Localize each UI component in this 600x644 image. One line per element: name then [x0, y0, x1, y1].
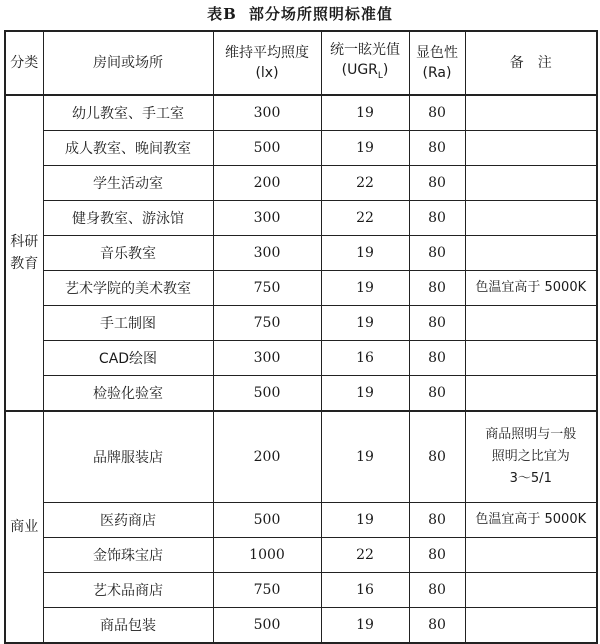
note-cell [465, 201, 597, 236]
ra-cell: 80 [409, 271, 465, 306]
room-cell: 成人教室、晚间教室 [43, 131, 213, 166]
lux-cell: 500 [213, 376, 321, 412]
header-row [5, 31, 597, 95]
header-ra-line2: (Ra) [422, 65, 452, 81]
ra-cell: 80 [409, 341, 465, 376]
table-label: 表B [207, 5, 237, 23]
room-cell: 艺术品商店 [43, 573, 213, 608]
ugr-cell: 19 [321, 608, 409, 644]
table-row [5, 376, 597, 412]
note-cell [465, 538, 597, 573]
lux-cell: 750 [213, 573, 321, 608]
header-ugr-sub: L [377, 70, 383, 81]
ra-cell: 80 [409, 131, 465, 166]
table-title-text: 部分场所照明标准值 [248, 5, 393, 23]
header-illuminance [213, 31, 321, 95]
lux-cell: 750 [213, 271, 321, 306]
ra-cell: 80 [409, 411, 465, 503]
table-row [5, 166, 597, 201]
note-cell [465, 411, 597, 503]
ra-cell: 80 [409, 166, 465, 201]
lux-cell: 300 [213, 201, 321, 236]
header-ugr [321, 31, 409, 95]
table-row [5, 236, 597, 271]
ra-cell: 80 [409, 608, 465, 644]
lux-cell: 1000 [213, 538, 321, 573]
ugr-cell: 19 [321, 306, 409, 341]
header-ra [409, 31, 465, 95]
lux-cell: 300 [213, 341, 321, 376]
lux-cell: 200 [213, 411, 321, 503]
header-ugr-prefix: (UGR [341, 62, 378, 79]
lux-cell: 500 [213, 608, 321, 644]
ugr-cell: 22 [321, 201, 409, 236]
ra-cell: 80 [409, 573, 465, 608]
ra-cell: 80 [409, 236, 465, 271]
header-illuminance-line1: 维持平均照度 [225, 45, 309, 61]
ra-cell: 80 [409, 201, 465, 236]
category-cell [5, 95, 43, 411]
lux-cell: 300 [213, 236, 321, 271]
category-line1: 科研 [10, 234, 39, 250]
room-cell: 学生活动室 [43, 166, 213, 201]
room-cell: 金饰珠宝店 [43, 538, 213, 573]
ugr-cell: 19 [321, 236, 409, 271]
ra-cell: 80 [409, 503, 465, 538]
table-row [5, 271, 597, 306]
note-cell: 色温宜高于 5000K [465, 271, 597, 306]
note-cell [465, 341, 597, 376]
header-ugr-suffix: ) [382, 62, 389, 79]
table-row [5, 306, 597, 341]
ra-cell: 80 [409, 376, 465, 412]
category-line2: 教育 [10, 256, 39, 272]
note-cell [465, 608, 597, 644]
ugr-cell: 19 [321, 271, 409, 306]
room-cell: 手工制图 [43, 306, 213, 341]
room-cell: 幼儿教室、手工室 [43, 95, 213, 131]
room-cell: 音乐教室 [43, 236, 213, 271]
ra-cell: 80 [409, 538, 465, 573]
table-row [5, 538, 597, 573]
note-cell [465, 306, 597, 341]
lux-cell: 500 [213, 131, 321, 166]
table-row [5, 503, 597, 538]
lux-cell: 200 [213, 166, 321, 201]
room-cell: 健身教室、游泳馆 [43, 201, 213, 236]
note-line1: 商品照明与一般 [485, 427, 577, 442]
room-cell: CAD绘图 [43, 341, 213, 376]
table-row [5, 95, 597, 131]
table-row [5, 341, 597, 376]
header-room: 房间或场所 [43, 31, 213, 95]
ugr-cell: 19 [321, 376, 409, 412]
ugr-cell: 22 [321, 538, 409, 573]
table-row [5, 411, 597, 503]
note-cell [465, 376, 597, 412]
note-cell [465, 131, 597, 166]
header-category: 分类 [5, 31, 43, 95]
lighting-standards-table [4, 30, 598, 644]
note-line3: 3～5/1 [509, 471, 552, 486]
note-cell [465, 166, 597, 201]
room-cell: 艺术学院的美术教室 [43, 271, 213, 306]
category-line1: 商业 [10, 519, 39, 535]
header-ra-line1: 显色性 [416, 45, 458, 61]
note-line2: 照明之比宜为 [491, 449, 570, 464]
table-row [5, 608, 597, 644]
note-cell: 色温宜高于 5000K [465, 503, 597, 538]
ugr-cell: 22 [321, 166, 409, 201]
note-cell [465, 573, 597, 608]
room-cell: 医药商店 [43, 503, 213, 538]
room-cell: 检验化验室 [43, 376, 213, 412]
room-cell: 品牌服装店 [43, 411, 213, 503]
table-title [0, 0, 600, 30]
ugr-cell: 19 [321, 95, 409, 131]
note-cell [465, 236, 597, 271]
ra-cell: 80 [409, 306, 465, 341]
header-ugr-line1: 统一眩光值 [330, 42, 400, 59]
header-ugr-line2 [322, 60, 409, 86]
ugr-cell: 19 [321, 411, 409, 503]
ra-cell: 80 [409, 95, 465, 131]
table-row [5, 573, 597, 608]
lux-cell: 300 [213, 95, 321, 131]
lux-cell: 750 [213, 306, 321, 341]
note-cell [465, 95, 597, 131]
ugr-cell: 16 [321, 573, 409, 608]
header-illuminance-line2: (lx) [255, 65, 279, 81]
header-note: 备 注 [465, 31, 597, 95]
ugr-cell: 19 [321, 503, 409, 538]
table-row [5, 201, 597, 236]
ugr-cell: 16 [321, 341, 409, 376]
category-cell [5, 411, 43, 643]
ugr-cell: 19 [321, 131, 409, 166]
room-cell: 商品包装 [43, 608, 213, 644]
table-row [5, 131, 597, 166]
lux-cell: 500 [213, 503, 321, 538]
